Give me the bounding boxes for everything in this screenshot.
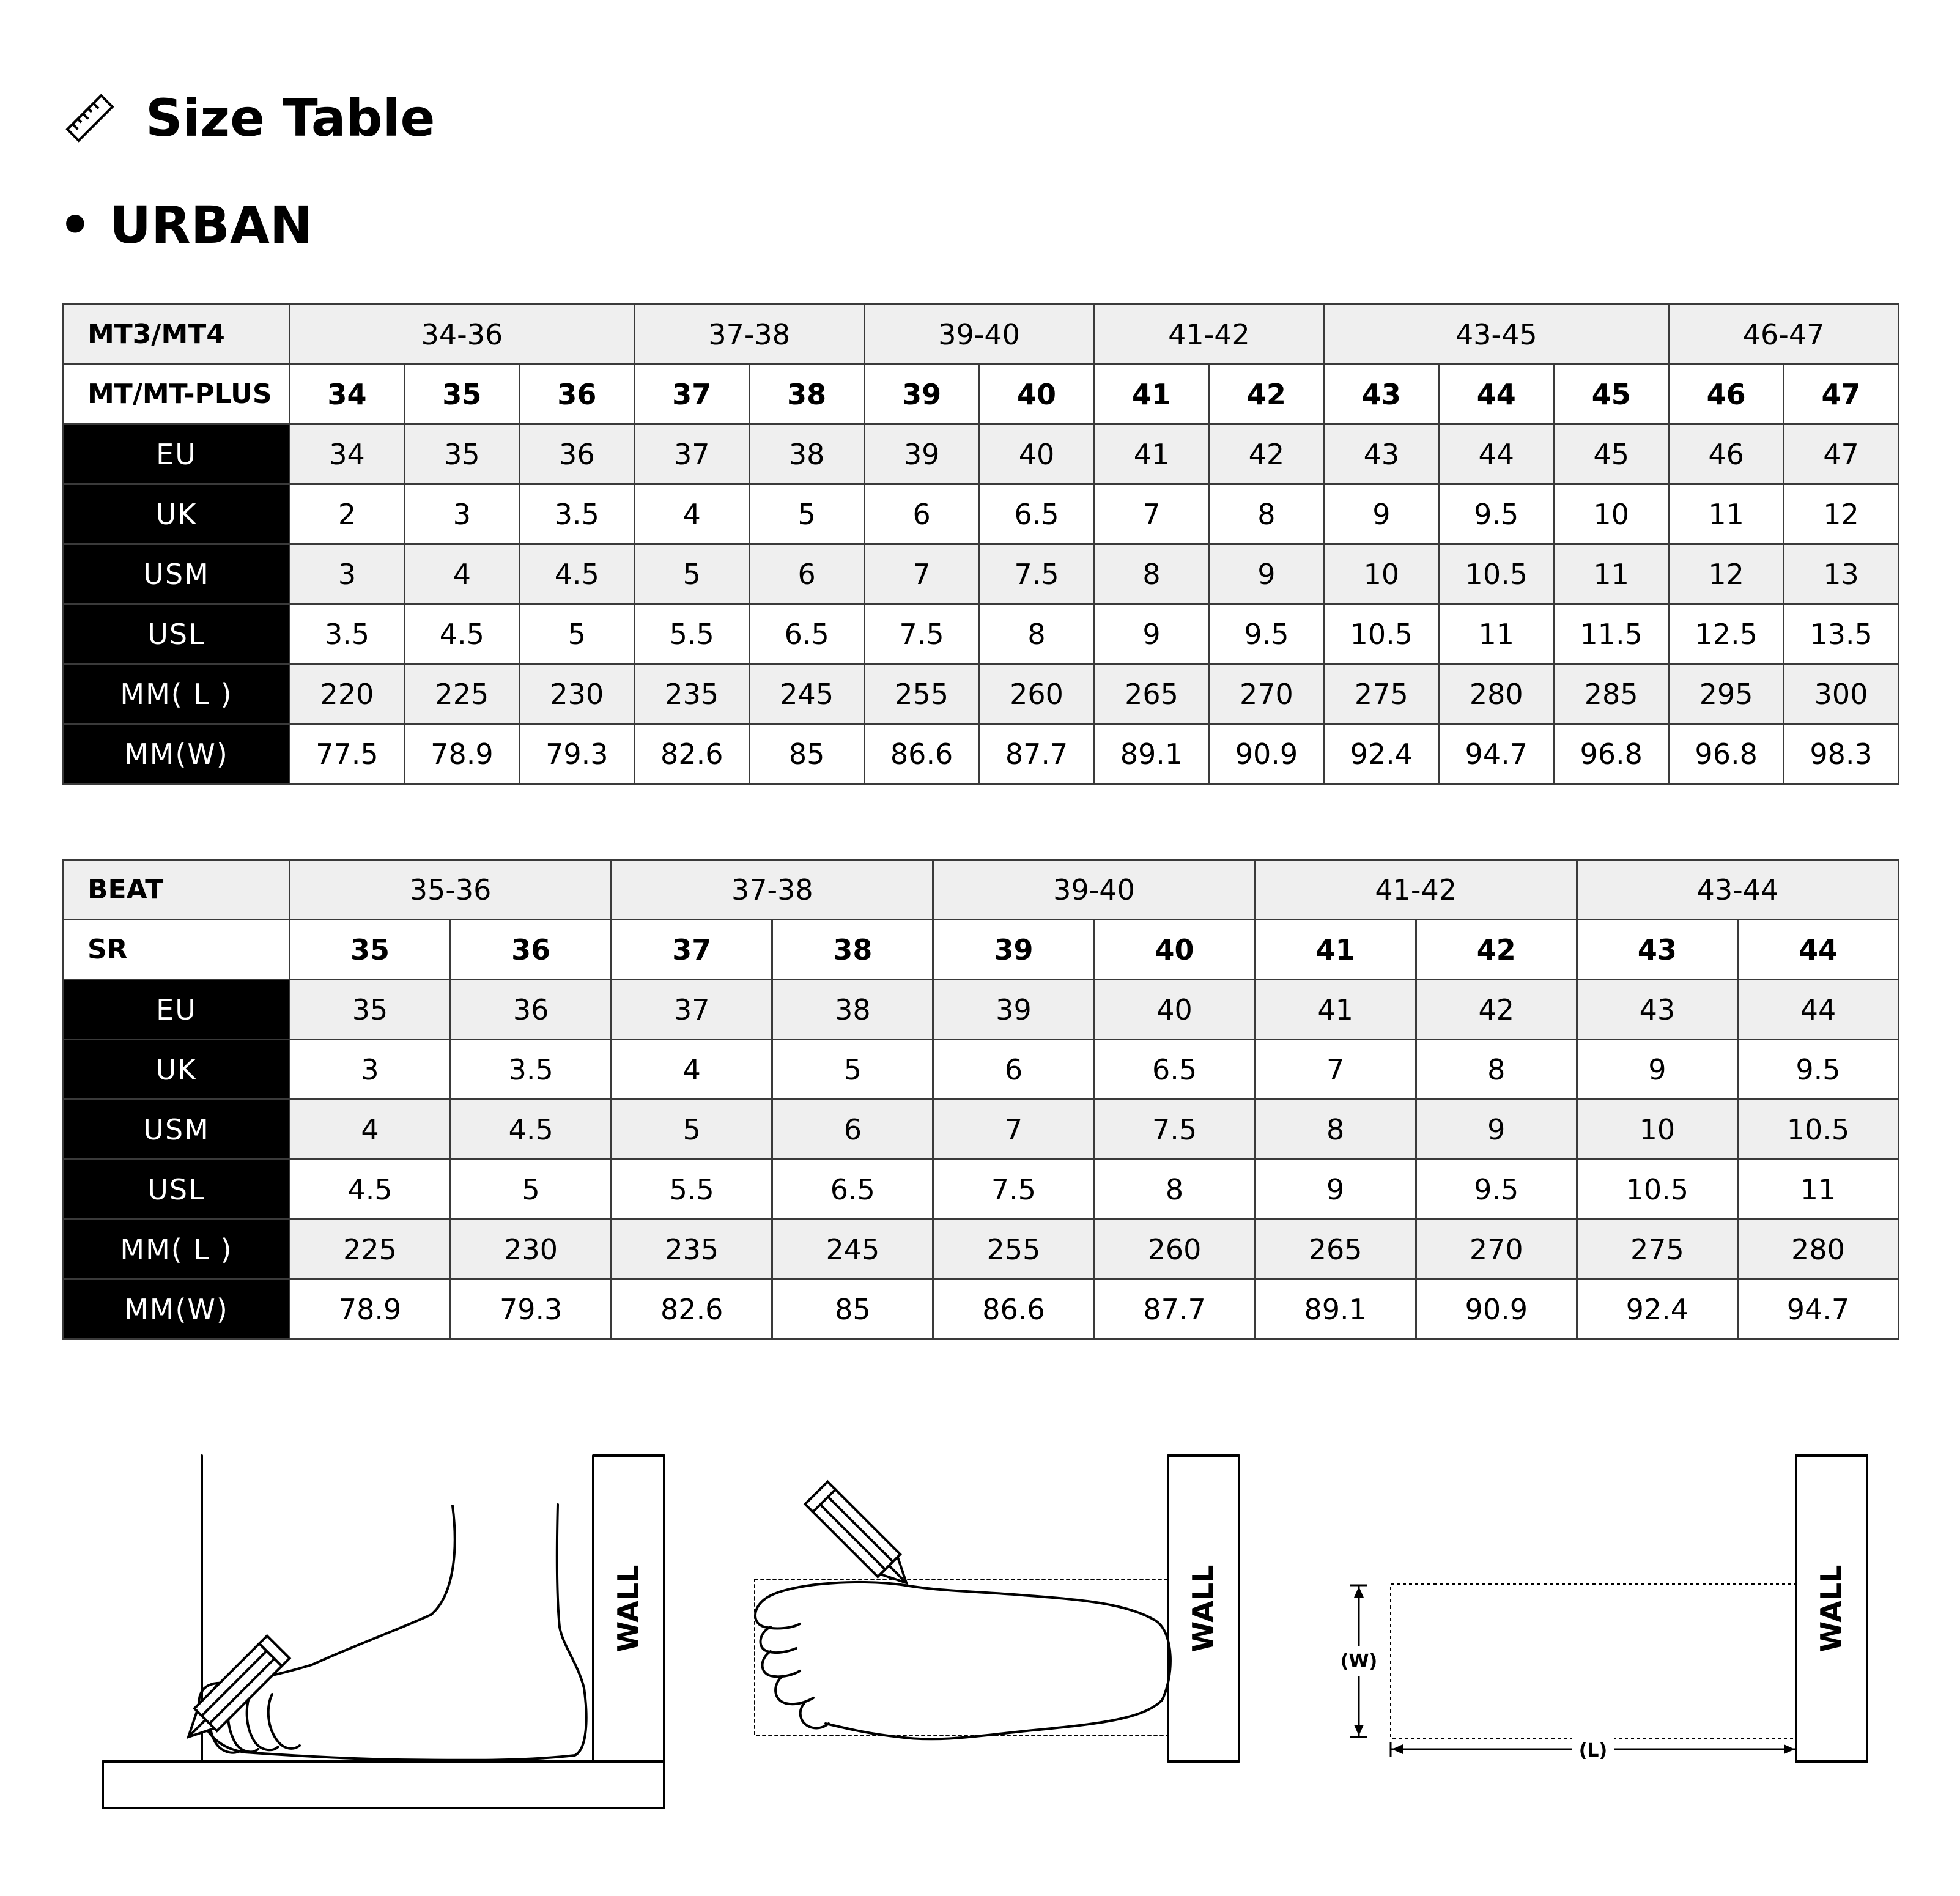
size-value-cell: 6.5: [749, 604, 864, 664]
size-value-cell: 4: [404, 544, 519, 604]
size-value-cell: 35: [290, 980, 451, 1040]
model-size-cell: 42: [1416, 920, 1577, 980]
size-value-cell: 9: [1209, 544, 1324, 604]
size-value-cell: 40: [1094, 980, 1255, 1040]
size-value-cell: 4: [612, 1040, 772, 1100]
size-group-cell: 43-45: [1324, 305, 1669, 365]
beat-size-table: [62, 859, 1899, 1340]
row-label: USL: [64, 604, 290, 664]
size-value-cell: 11: [1669, 484, 1784, 544]
size-value-cell: 6: [933, 1040, 1094, 1100]
row-label: MM( L ): [64, 664, 290, 724]
size-value-cell: 275: [1324, 664, 1439, 724]
model-size-cell: 38: [749, 365, 864, 424]
size-value-cell: 9: [1416, 1100, 1577, 1160]
model-size-cell: 35: [290, 920, 451, 980]
size-value-cell: 9: [1255, 1160, 1416, 1220]
width-label: (W): [1340, 1651, 1378, 1672]
model-size-cell: 43: [1324, 365, 1439, 424]
size-value-cell: 39: [864, 424, 979, 484]
size-value-cell: 5: [612, 1100, 772, 1160]
size-value-cell: 35: [404, 424, 519, 484]
group-row-label: BEAT: [64, 860, 290, 920]
size-value-cell: 300: [1784, 664, 1899, 724]
wall-label-1: WALL: [612, 1565, 645, 1653]
row-label: USL: [64, 1160, 290, 1220]
size-value-cell: 8: [1255, 1100, 1416, 1160]
row-label: USM: [64, 544, 290, 604]
size-value-cell: 90.9: [1416, 1279, 1577, 1339]
size-value-cell: 86.6: [864, 724, 979, 784]
size-value-cell: 230: [519, 664, 634, 724]
row-label: MM(W): [64, 724, 290, 784]
size-value-cell: 260: [979, 664, 1094, 724]
size-value-cell: 87.7: [979, 724, 1094, 784]
size-value-cell: 10: [1324, 544, 1439, 604]
size-value-cell: 285: [1554, 664, 1669, 724]
size-group-row: [64, 860, 1899, 920]
size-value-cell: 39: [933, 980, 1094, 1040]
size-value-cell: 78.9: [404, 724, 519, 784]
size-value-cell: 9.5: [1416, 1160, 1577, 1220]
size-value-cell: 96.8: [1669, 724, 1784, 784]
size-value-cell: 6.5: [979, 484, 1094, 544]
size-value-cell: 5.5: [612, 1160, 772, 1220]
table-row: [64, 604, 1899, 664]
table-row: [64, 1279, 1899, 1339]
ruler-icon: [64, 92, 116, 144]
size-group-cell: 39-40: [933, 860, 1255, 920]
size-value-cell: 98.3: [1784, 724, 1899, 784]
size-value-cell: 85: [749, 724, 864, 784]
model-size-cell: 44: [1439, 365, 1554, 424]
row-label: UK: [64, 484, 290, 544]
size-value-cell: 94.7: [1439, 724, 1554, 784]
size-value-cell: 92.4: [1324, 724, 1439, 784]
size-value-cell: 235: [612, 1220, 772, 1279]
size-value-cell: 2: [290, 484, 405, 544]
model-size-cell: 37: [612, 920, 772, 980]
model-row-label: MT/MT-PLUS: [64, 365, 290, 424]
size-value-cell: 245: [749, 664, 864, 724]
top-foot-illustration: [746, 1431, 1260, 1823]
size-value-cell: 87.7: [1094, 1279, 1255, 1339]
size-group-cell: 37-38: [612, 860, 933, 920]
model-size-cell: 41: [1094, 365, 1209, 424]
table-row: [64, 980, 1899, 1040]
size-value-cell: 9.5: [1439, 484, 1554, 544]
size-value-cell: 82.6: [634, 724, 749, 784]
size-value-cell: 11.5: [1554, 604, 1669, 664]
size-value-cell: 6.5: [1094, 1040, 1255, 1100]
row-label: MM( L ): [64, 1220, 290, 1279]
size-value-cell: 11: [1439, 604, 1554, 664]
size-value-cell: 92.4: [1577, 1279, 1737, 1339]
table-row: [64, 1100, 1899, 1160]
size-value-cell: 46: [1669, 424, 1784, 484]
size-value-cell: 255: [933, 1220, 1094, 1279]
size-value-cell: 43: [1577, 980, 1737, 1040]
table-row: [64, 484, 1899, 544]
model-size-cell: 39: [864, 365, 979, 424]
size-value-cell: 41: [1094, 424, 1209, 484]
wall-label-2: WALL: [1186, 1565, 1219, 1653]
size-value-cell: 265: [1255, 1220, 1416, 1279]
size-value-cell: 37: [634, 424, 749, 484]
model-size-cell: 42: [1209, 365, 1324, 424]
size-value-cell: 38: [749, 424, 864, 484]
size-value-cell: 7: [933, 1100, 1094, 1160]
table-row: [64, 424, 1899, 484]
table-row: [64, 664, 1899, 724]
size-group-row: [64, 305, 1899, 365]
size-value-cell: 230: [451, 1220, 612, 1279]
row-label: USM: [64, 1100, 290, 1160]
size-value-cell: 86.6: [933, 1279, 1094, 1339]
size-value-cell: 10: [1554, 484, 1669, 544]
size-value-cell: 7.5: [864, 604, 979, 664]
size-value-cell: 260: [1094, 1220, 1255, 1279]
size-value-cell: 220: [290, 664, 405, 724]
size-group-cell: 41-42: [1094, 305, 1324, 365]
model-size-cell: 43: [1577, 920, 1737, 980]
model-size-cell: 44: [1737, 920, 1898, 980]
size-value-cell: 225: [290, 1220, 451, 1279]
size-value-cell: 77.5: [290, 724, 405, 784]
size-value-cell: 6.5: [772, 1160, 933, 1220]
size-value-cell: 3.5: [451, 1040, 612, 1100]
size-value-cell: 94.7: [1737, 1279, 1898, 1339]
group-row-label: MT3/MT4: [64, 305, 290, 365]
table-row: [64, 544, 1899, 604]
size-value-cell: 225: [404, 664, 519, 724]
size-value-cell: 4.5: [404, 604, 519, 664]
page-title: Size Table: [146, 88, 435, 148]
measurement-illustrations: [0, 1431, 1960, 1823]
model-size-cell: 40: [979, 365, 1094, 424]
model-size-cell: 36: [451, 920, 612, 980]
size-value-cell: 40: [979, 424, 1094, 484]
size-value-cell: 34: [290, 424, 405, 484]
size-value-cell: 5: [451, 1160, 612, 1220]
size-value-cell: 9.5: [1737, 1040, 1898, 1100]
size-value-cell: 295: [1669, 664, 1784, 724]
size-value-cell: 280: [1737, 1220, 1898, 1279]
model-size-cell: 47: [1784, 365, 1899, 424]
size-value-cell: 8: [1094, 544, 1209, 604]
size-value-cell: 10: [1577, 1100, 1737, 1160]
size-value-cell: 8: [1416, 1040, 1577, 1100]
size-value-cell: 235: [634, 664, 749, 724]
size-value-cell: 47: [1784, 424, 1899, 484]
model-size-row: [64, 920, 1899, 980]
size-value-cell: 275: [1577, 1220, 1737, 1279]
size-value-cell: 4.5: [519, 544, 634, 604]
size-value-cell: 6: [749, 544, 864, 604]
size-value-cell: 3: [290, 544, 405, 604]
size-group-cell: 46-47: [1669, 305, 1899, 365]
row-label: EU: [64, 980, 290, 1040]
page-header: [64, 84, 435, 152]
size-value-cell: 245: [772, 1220, 933, 1279]
size-value-cell: 4: [290, 1100, 451, 1160]
size-value-cell: 7.5: [979, 544, 1094, 604]
size-value-cell: 4.5: [451, 1100, 612, 1160]
size-value-cell: 270: [1209, 664, 1324, 724]
size-value-cell: 7: [1255, 1040, 1416, 1100]
size-value-cell: 4: [634, 484, 749, 544]
size-value-cell: 44: [1737, 980, 1898, 1040]
size-value-cell: 89.1: [1094, 724, 1209, 784]
size-value-cell: 8: [1094, 1160, 1255, 1220]
size-value-cell: 4.5: [290, 1160, 451, 1220]
size-value-cell: 10.5: [1439, 544, 1554, 604]
table-row: [64, 1220, 1899, 1279]
size-group-cell: 43-44: [1577, 860, 1898, 920]
size-value-cell: 37: [612, 980, 772, 1040]
size-value-cell: 10.5: [1737, 1100, 1898, 1160]
size-value-cell: 9.5: [1209, 604, 1324, 664]
size-value-cell: 7.5: [1094, 1100, 1255, 1160]
section-title-urban: • URBAN: [59, 195, 313, 255]
size-value-cell: 11: [1554, 544, 1669, 604]
size-value-cell: 7: [1094, 484, 1209, 544]
model-size-cell: 34: [290, 365, 405, 424]
row-label: MM(W): [64, 1279, 290, 1339]
size-value-cell: 85: [772, 1279, 933, 1339]
wall-label-3: WALL: [1814, 1565, 1847, 1653]
size-value-cell: 5: [519, 604, 634, 664]
size-value-cell: 270: [1416, 1220, 1577, 1279]
table-row: [64, 1040, 1899, 1100]
model-size-cell: 38: [772, 920, 933, 980]
model-size-cell: 40: [1094, 920, 1255, 980]
size-value-cell: 42: [1416, 980, 1577, 1040]
size-value-cell: 255: [864, 664, 979, 724]
size-value-cell: 6: [864, 484, 979, 544]
size-value-cell: 42: [1209, 424, 1324, 484]
side-foot-illustration: [92, 1431, 673, 1823]
size-value-cell: 3.5: [290, 604, 405, 664]
size-group-cell: 41-42: [1255, 860, 1577, 920]
size-value-cell: 8: [979, 604, 1094, 664]
size-value-cell: 13.5: [1784, 604, 1899, 664]
size-value-cell: 38: [772, 980, 933, 1040]
size-value-cell: 5.5: [634, 604, 749, 664]
size-value-cell: 7: [864, 544, 979, 604]
model-size-cell: 46: [1669, 365, 1784, 424]
length-label: (L): [1578, 1740, 1608, 1761]
size-value-cell: 12.5: [1669, 604, 1784, 664]
size-group-cell: 39-40: [864, 305, 1094, 365]
model-size-cell: 41: [1255, 920, 1416, 980]
size-value-cell: 3: [404, 484, 519, 544]
size-value-cell: 78.9: [290, 1279, 451, 1339]
size-value-cell: 45: [1554, 424, 1669, 484]
size-value-cell: 13: [1784, 544, 1899, 604]
size-group-cell: 35-36: [290, 860, 612, 920]
size-value-cell: 5: [634, 544, 749, 604]
size-value-cell: 79.3: [451, 1279, 612, 1339]
size-value-cell: 9: [1324, 484, 1439, 544]
size-value-cell: 44: [1439, 424, 1554, 484]
measurement-diagram: [1333, 1431, 1884, 1823]
size-value-cell: 10.5: [1577, 1160, 1737, 1220]
size-value-cell: 12: [1784, 484, 1899, 544]
model-row-label: SR: [64, 920, 290, 980]
size-value-cell: 36: [451, 980, 612, 1040]
size-value-cell: 12: [1669, 544, 1784, 604]
size-group-cell: 37-38: [634, 305, 864, 365]
size-value-cell: 41: [1255, 980, 1416, 1040]
table-row: [64, 1160, 1899, 1220]
model-size-cell: 39: [933, 920, 1094, 980]
row-label: UK: [64, 1040, 290, 1100]
size-value-cell: 36: [519, 424, 634, 484]
size-value-cell: 280: [1439, 664, 1554, 724]
model-size-cell: 36: [519, 365, 634, 424]
size-value-cell: 5: [772, 1040, 933, 1100]
model-size-cell: 37: [634, 365, 749, 424]
size-value-cell: 79.3: [519, 724, 634, 784]
size-value-cell: 5: [749, 484, 864, 544]
size-value-cell: 89.1: [1255, 1279, 1416, 1339]
urban-size-table: [62, 303, 1899, 785]
size-value-cell: 10.5: [1324, 604, 1439, 664]
size-value-cell: 11: [1737, 1160, 1898, 1220]
size-value-cell: 90.9: [1209, 724, 1324, 784]
size-group-cell: 34-36: [290, 305, 635, 365]
table-row: [64, 724, 1899, 784]
size-value-cell: 9: [1094, 604, 1209, 664]
size-value-cell: 7.5: [933, 1160, 1094, 1220]
model-size-cell: 45: [1554, 365, 1669, 424]
row-label: EU: [64, 424, 290, 484]
size-value-cell: 82.6: [612, 1279, 772, 1339]
model-size-cell: 35: [404, 365, 519, 424]
model-size-row: [64, 365, 1899, 424]
size-value-cell: 3: [290, 1040, 451, 1100]
size-value-cell: 8: [1209, 484, 1324, 544]
size-value-cell: 43: [1324, 424, 1439, 484]
size-value-cell: 9: [1577, 1040, 1737, 1100]
size-value-cell: 96.8: [1554, 724, 1669, 784]
size-value-cell: 6: [772, 1100, 933, 1160]
size-value-cell: 3.5: [519, 484, 634, 544]
size-value-cell: 265: [1094, 664, 1209, 724]
